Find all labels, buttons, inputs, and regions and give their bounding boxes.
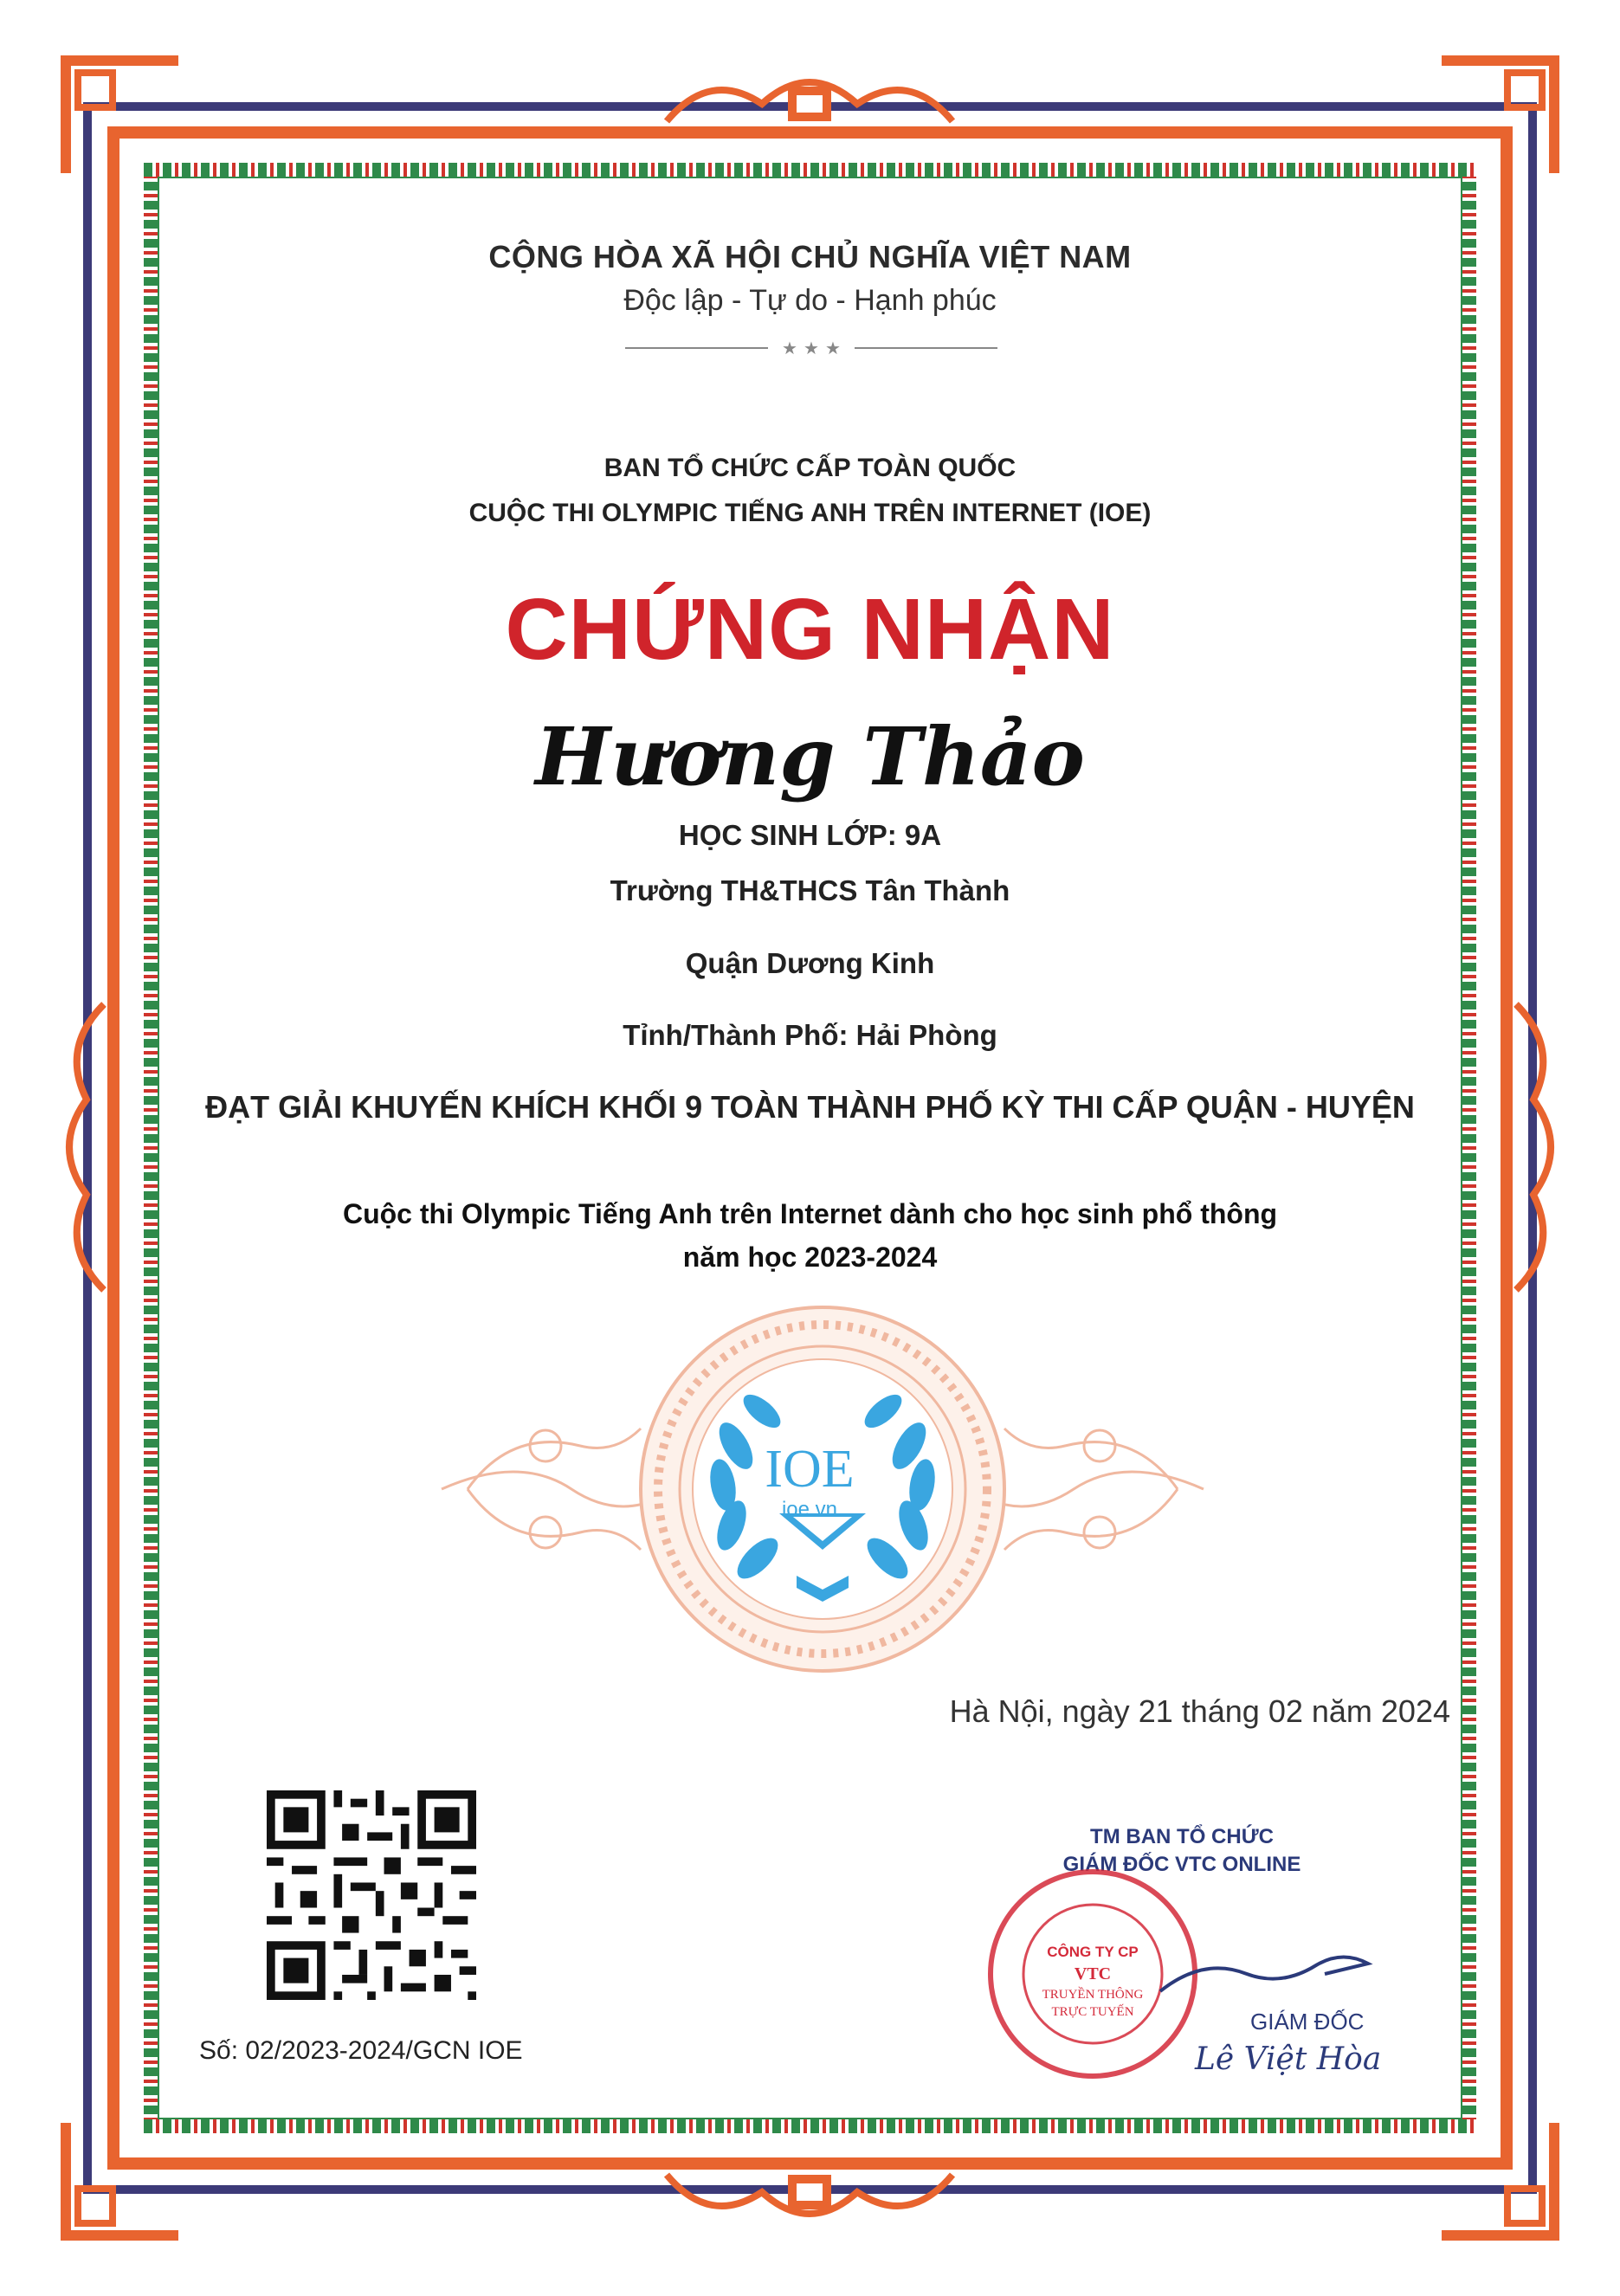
- top-ornament: [658, 61, 961, 130]
- corner-ornament-top-right: [1433, 52, 1563, 182]
- student-class: HỌC SINH LỚP: 9A: [678, 819, 942, 851]
- corner-ornament-bottom-right: [1433, 2114, 1563, 2244]
- svg-text:TRỰC TUYẾN: TRỰC TUYẾN: [1051, 2005, 1134, 2019]
- certificate-title: CHỨNG NHẬN: [505, 581, 1115, 678]
- director-title: GIÁM ĐỐC: [1250, 2009, 1365, 2035]
- svg-text:★: ★: [782, 339, 797, 357]
- bottom-ornament: [658, 2166, 961, 2235]
- handwritten-signature: [1152, 1939, 1377, 2009]
- award-statement: ĐẠT GIẢI KHUYẾN KHÍCH KHỐI 9 TOÀN THÀNH PHỐ KỲ THI CẤP QUẬN - HUYỆN: [205, 1089, 1415, 1125]
- recipient-name: Hương Thảo: [535, 710, 1085, 803]
- svg-text:VTC: VTC: [1074, 1964, 1112, 1983]
- certificate-serial-number: Số: 02/2023-2024/GCN IOE: [199, 2036, 523, 2065]
- ioe-logo-url: ioe.vn: [781, 1498, 838, 1521]
- ioe-logo-text: IOE: [765, 1440, 855, 1499]
- svg-text:★: ★: [804, 339, 819, 357]
- nation-name: CỘNG HÒA XÃ HỘI CHỦ NGHĨA VIỆT NAM: [488, 239, 1132, 274]
- svg-text:CÔNG TY CP: CÔNG TY CP: [1047, 1944, 1139, 1960]
- director-name: Lê Việt Hòa: [1195, 2041, 1382, 2077]
- header-divider: [625, 339, 997, 357]
- organizer-line-1: BAN TỔ CHỨC CẤP TOÀN QUỐC: [603, 454, 1017, 482]
- svg-text:★: ★: [825, 339, 841, 357]
- corner-ornament-top-left: [57, 52, 187, 182]
- district-name: Quận Dương Kinh: [685, 947, 935, 979]
- qr-code: [267, 1790, 476, 2000]
- issue-date: Hà Nội, ngày 21 tháng 02 năm 2024: [949, 1693, 1450, 1729]
- svg-text:TRUYỀN THÔNG: TRUYỀN THÔNG: [1042, 1988, 1144, 2002]
- contest-description-line-1: Cuộc thi Olympic Tiếng Anh trên Internet dành cho học sinh phổ thông: [342, 1198, 1278, 1229]
- signatory-line-1: TM BAN TỔ CHỨC: [1090, 1825, 1274, 1848]
- national-motto: Độc lập - Tự do - Hạnh phúc: [623, 284, 997, 317]
- contest-description-line-2: năm học 2023-2024: [682, 1242, 938, 1273]
- province-name: Tỉnh/Thành Phố: Hải Phòng: [623, 1019, 997, 1051]
- school-name: Trường TH&THCS Tân Thành: [610, 874, 1010, 906]
- signatory-line-2: GIÁM ĐỐC VTC ONLINE: [1062, 1853, 1301, 1876]
- corner-ornament-bottom-left: [57, 2114, 187, 2244]
- organizer-line-2: CUỘC THI OLYMPIC TIẾNG ANH TRÊN INTERNET (IOE): [468, 499, 1152, 527]
